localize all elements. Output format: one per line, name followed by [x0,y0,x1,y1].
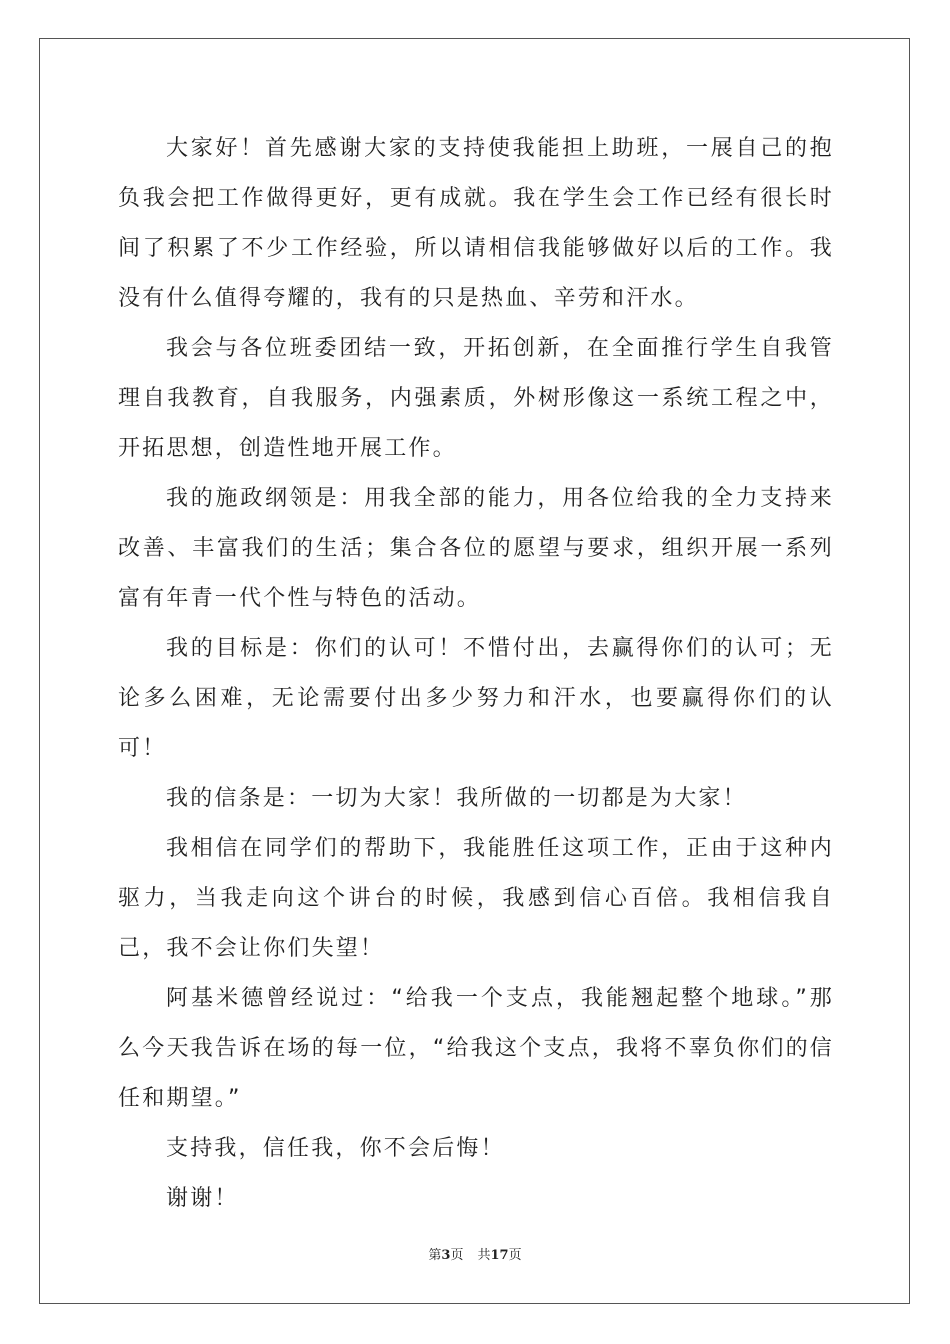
page-suffix: 页 [450,1248,464,1263]
paragraph-goal: 我的目标是：你们的认可！不惜付出，去赢得你们的认可；无论多么困难，无论需要付出多少努力和汗水，也要赢得你们的认可！ [118,636,834,761]
paragraph-archimedes: 阿基米德曾经说过：“给我一个支点，我能翘起整个地球。”那么今天我告诉在场的每一位，“给我这个支点，我将不辜负你们的信任和期望。” [118,986,834,1111]
paragraph-creed: 我的信条是：一切为大家！我所做的一切都是为大家！ [166,786,747,811]
paragraph-thanks: 谢谢！ [166,1186,239,1211]
total-pages: 17 [490,1248,509,1263]
page-footer [0,1246,950,1266]
total-prefix: 共 [477,1248,491,1263]
page-number: 3 [441,1248,451,1263]
paragraph-confidence: 我相信在同学们的帮助下，我能胜任这项工作，正由于这种内驱力，当我走向这个讲台的时候，我感到信心百倍。我相信我自己，我不会让你们失望！ [118,836,834,961]
paragraph-greeting: 大家好！首先感谢大家的支持使我能担上助班，一展自己的抱负我会把工作做得更好，更有成就。我在学生会工作已经有很长时间了积累了不少工作经验，所以请相信我能够做好以后的工作。我没有什么值得夸耀的，我有的只是热血、辛劳和汗水。 [118,136,834,311]
page-prefix: 第 [428,1248,442,1263]
paragraph-teamwork: 我会与各位班委团结一致，开拓创新，在全面推行学生自我管理自我教育，自我服务，内强素质，外树形像这一系统工程之中，开拓思想，创造性地开展工作。 [118,336,834,461]
total-suffix: 页 [508,1248,522,1263]
document-body [118,124,834,1224]
paragraph-support: 支持我，信任我，你不会后悔！ [166,1136,505,1161]
paragraph-platform: 我的施政纲领是：用我全部的能力，用各位给我的全力支持来改善、丰富我们的生活；集合各位的愿望与要求，组织开展一系列富有年青一代个性与特色的活动。 [118,486,834,611]
